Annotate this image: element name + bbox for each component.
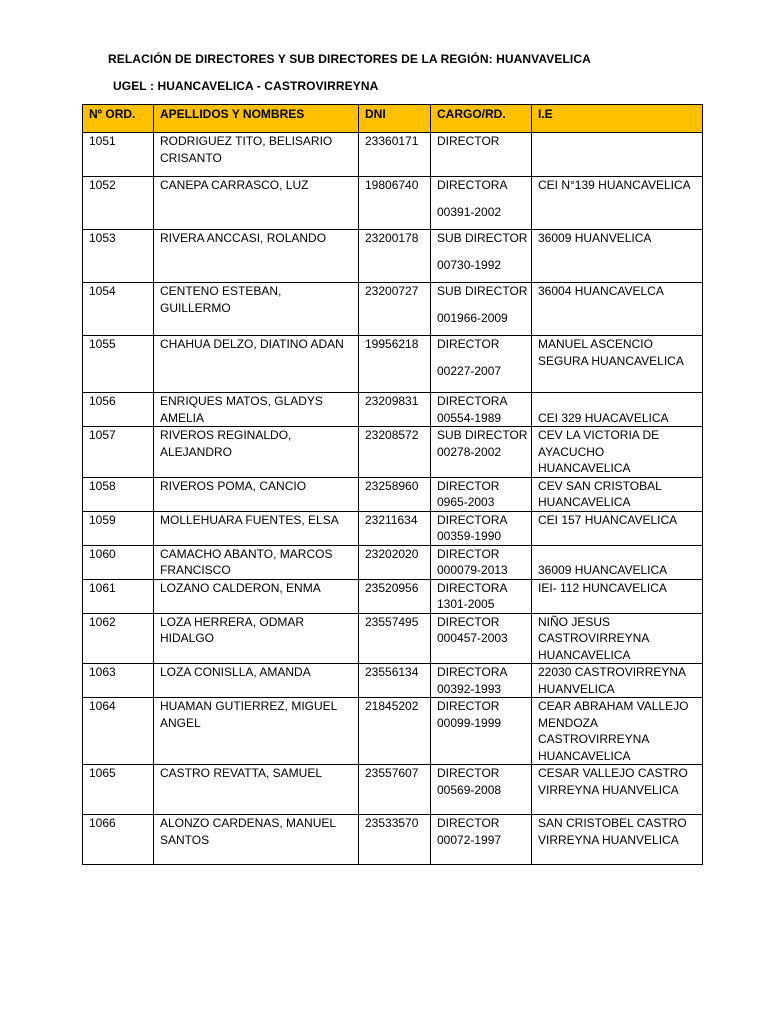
cell-ord <box>83 613 154 664</box>
ord-text: 1063 <box>89 665 116 679</box>
ord-text: 1059 <box>89 512 116 527</box>
table-body <box>83 133 703 865</box>
cell-cargo <box>431 579 532 613</box>
cell-ie <box>532 477 703 511</box>
ie-text: AYACUCHO <box>538 444 605 459</box>
cell-ord <box>83 815 154 865</box>
cell-ord <box>83 283 154 336</box>
cell-ie <box>532 133 703 177</box>
cell-ord <box>83 664 154 698</box>
name-text: LOZANO CALDERON, ENMA <box>160 580 321 595</box>
ie-text: MENDOZA <box>538 715 598 730</box>
cell-dni <box>359 133 431 177</box>
cell-cargo <box>431 815 532 865</box>
rd-text: 00554-1989 <box>437 410 502 425</box>
ie-text: CEI 157 HUANCAVELICA <box>538 512 678 527</box>
ie-text: NIÑO JESUS <box>538 614 611 629</box>
cell-dni <box>359 393 431 427</box>
cargo-text: DIRECTOR <box>437 546 500 561</box>
cell-ie <box>532 545 703 579</box>
document-title: RELACIÓN DE DIRECTORES Y SUB DIRECTORES DE LA REGIÓN: HUANVAVELICA <box>108 52 591 66</box>
cargo-text: DIRECTORA <box>437 580 508 595</box>
cargo-text: DIRECTOR <box>437 134 500 148</box>
table-row <box>83 765 703 815</box>
name-text: CASTRO REVATTA, SAMUEL <box>160 766 323 780</box>
ie-text: 22030 CASTROVIRREYNA <box>538 665 687 679</box>
cell-name <box>154 177 359 230</box>
rd-text: 1301-2005 <box>437 597 495 611</box>
cell-cargo <box>431 427 532 478</box>
header-cargo: CARGO/RD. <box>431 105 532 133</box>
cell-cargo <box>431 664 532 698</box>
dni-text: 23200727 <box>365 284 419 298</box>
name-text: FRANCISCO <box>160 563 231 577</box>
cell-cargo <box>431 477 532 511</box>
header-dni: DNI <box>359 105 431 133</box>
ord-text: 1053 <box>89 231 116 245</box>
cell-ie <box>532 177 703 230</box>
ie-text: CESAR VALLEJO CASTRO <box>538 766 688 780</box>
ord-text: 1060 <box>89 546 116 561</box>
cell-name <box>154 427 359 478</box>
rd-text: 00391-2002 <box>437 204 502 219</box>
dni-text: 19956218 <box>365 337 419 351</box>
cell-ord <box>83 133 154 177</box>
ord-text: 1054 <box>89 284 116 298</box>
cell-cargo <box>431 336 532 393</box>
header-name: APELLIDOS Y NOMBRES <box>154 105 359 133</box>
cell-ie <box>532 427 703 478</box>
rd-text: 00569-2008 <box>437 782 502 797</box>
cell-dni <box>359 815 431 865</box>
cell-ie <box>532 393 703 427</box>
rd-text: 000079-2013 <box>437 563 508 577</box>
name-text: ALEJANDRO <box>160 444 233 459</box>
cargo-text: DIRECTOR <box>437 816 500 830</box>
name-text: CENTENO ESTEBAN, GUILLERMO <box>160 284 282 315</box>
header-ie: I.E <box>532 105 703 133</box>
cell-ord <box>83 427 154 478</box>
cell-dni <box>359 545 431 579</box>
cell-spacer <box>437 247 528 257</box>
cell-cargo <box>431 613 532 664</box>
name-text: SANTOS <box>160 832 210 847</box>
ie-text: CASTROVIRREYNA <box>538 732 650 746</box>
cell-cargo <box>431 393 532 427</box>
cargo-text: DIRECTORA <box>437 512 508 527</box>
cell-dni <box>359 698 431 765</box>
ord-text: 1061 <box>89 580 116 595</box>
dni-text: 23520956 <box>365 580 419 595</box>
cargo-text: SUB DIRECTOR <box>437 428 528 442</box>
cell-dni <box>359 177 431 230</box>
cell-ord <box>83 393 154 427</box>
ie-text: HUANCAVELICA <box>538 461 631 475</box>
cell-ord <box>83 336 154 393</box>
dni-text: 23557495 <box>365 614 419 629</box>
cell-ord <box>83 579 154 613</box>
rd-text: 000457-2003 <box>437 631 508 645</box>
cell-ord <box>83 765 154 815</box>
dni-text: 23360171 <box>365 134 419 148</box>
table-row <box>83 283 703 336</box>
cell-name <box>154 393 359 427</box>
ord-text: 1064 <box>89 699 116 713</box>
dni-text: 23556134 <box>365 665 419 679</box>
cell-name <box>154 133 359 177</box>
ie-text: 36004 HUANCAVELCA <box>538 284 664 298</box>
cargo-text: DIRECTOR <box>437 766 500 780</box>
cell-ie <box>532 613 703 664</box>
name-text: RODRIGUEZ TITO, BELISARIO <box>160 134 333 148</box>
ie-text: SEGURA HUANCAVELICA <box>538 353 684 368</box>
table-row <box>83 579 703 613</box>
dni-text: 23557607 <box>365 766 419 780</box>
cell-dni <box>359 765 431 815</box>
ie-text: VIRREYNA HUANVELICA <box>538 782 679 797</box>
cell-cargo <box>431 230 532 283</box>
cell-ie <box>532 664 703 698</box>
cell-spacer <box>437 300 528 310</box>
name-text: LOZA HERRERA, ODMAR <box>160 614 305 629</box>
table-row <box>83 511 703 545</box>
cell-name <box>154 579 359 613</box>
header-ord: Nº ORD. <box>83 105 154 133</box>
directors-table <box>82 104 703 865</box>
cargo-text: DIRECTORA <box>437 178 508 192</box>
cell-name <box>154 336 359 393</box>
ie-text: HUANCAVELICA <box>538 748 631 763</box>
cell-cargo <box>431 698 532 765</box>
dni-text: 23208572 <box>365 428 419 442</box>
ord-text: 1057 <box>89 428 116 442</box>
name-text: CANEPA CARRASCO, LUZ <box>160 178 309 192</box>
cell-ie <box>532 579 703 613</box>
cell-dni <box>359 477 431 511</box>
table-row <box>83 230 703 283</box>
ord-text: 1052 <box>89 178 116 192</box>
cell-ie <box>532 815 703 865</box>
cell-name <box>154 815 359 865</box>
ie-text: CEAR ABRAHAM VALLEJO <box>538 699 689 713</box>
cell-spacer <box>538 546 699 563</box>
cell-name <box>154 230 359 283</box>
rd-text: 00730-1992 <box>437 257 502 272</box>
cell-cargo <box>431 133 532 177</box>
rd-text: 0965-2003 <box>437 495 495 509</box>
cell-ie <box>532 230 703 283</box>
cell-cargo <box>431 283 532 336</box>
cell-ie <box>532 698 703 765</box>
rd-text: 00359-1990 <box>437 529 502 543</box>
name-text: CAMACHO ABANTO, MARCOS <box>160 546 333 561</box>
name-text: LOZA CONISLLA, AMANDA <box>160 665 311 679</box>
cell-ie <box>532 336 703 393</box>
cargo-text: DIRECTOR <box>437 337 500 351</box>
rd-text: 00072-1997 <box>437 832 502 847</box>
cargo-text: SUB DIRECTOR <box>437 231 528 245</box>
ie-text: CASTROVIRREYNA <box>538 631 650 645</box>
name-text: RIVERA ANCCASI, ROLANDO <box>160 231 327 245</box>
cell-ord <box>83 177 154 230</box>
table-row <box>83 664 703 698</box>
ord-text: 1055 <box>89 337 116 351</box>
dni-text: 19806740 <box>365 178 419 192</box>
name-text: ALONZO CARDENAS, MANUEL <box>160 816 337 830</box>
cell-cargo <box>431 177 532 230</box>
ord-text: 1051 <box>89 134 116 148</box>
ie-text: CEI N°139 HUANCAVELICA <box>538 178 691 192</box>
dni-text: 21845202 <box>365 699 419 713</box>
ie-text: 36009 HUANCAVELICA <box>538 563 668 577</box>
name-text: CRISANTO <box>160 150 222 165</box>
cell-ord <box>83 511 154 545</box>
cell-dni <box>359 336 431 393</box>
cargo-text: SUB DIRECTOR <box>437 284 528 298</box>
ie-text: HUANCAVELICA <box>538 647 631 662</box>
ie-text: HUANCAVELICA <box>538 495 631 509</box>
cell-dni <box>359 579 431 613</box>
cell-spacer <box>437 353 528 363</box>
name-text: ENRIQUES MATOS, GLADYS <box>160 394 323 408</box>
table-row <box>83 177 703 230</box>
ie-text: CEV LA VICTORIA DE <box>538 428 660 442</box>
cell-dni <box>359 230 431 283</box>
table-row <box>83 698 703 765</box>
name-text: HUAMAN GUTIERREZ, MIGUEL <box>160 699 338 713</box>
ie-text: SAN CRISTOBEL CASTRO <box>538 816 687 830</box>
name-text: ANGEL <box>160 715 201 730</box>
dni-text: 23209831 <box>365 394 419 408</box>
cell-cargo <box>431 511 532 545</box>
ie-text: 36009 HUANVELICA <box>538 231 652 245</box>
cell-dni <box>359 664 431 698</box>
cell-dni <box>359 511 431 545</box>
cell-name <box>154 664 359 698</box>
cell-ord <box>83 230 154 283</box>
name-text: HIDALGO <box>160 631 215 645</box>
cargo-text: DIRECTOR <box>437 699 500 713</box>
cell-ord <box>83 698 154 765</box>
cell-ord <box>83 477 154 511</box>
ie-text: CEI 329 HUACAVELICA <box>538 410 669 425</box>
cell-ie <box>532 283 703 336</box>
dni-text: 23200178 <box>365 231 419 245</box>
rd-text: 00278-2002 <box>437 444 502 459</box>
name-text: AMELIA <box>160 410 205 425</box>
rd-text: 00227-2007 <box>437 363 502 378</box>
table-row <box>83 336 703 393</box>
cell-dni <box>359 613 431 664</box>
cargo-text: DIRECTOR <box>437 614 500 629</box>
cell-name <box>154 283 359 336</box>
cell-name <box>154 477 359 511</box>
cell-dni <box>359 427 431 478</box>
cell-cargo <box>431 765 532 815</box>
document-subtitle: UGEL : HUANCAVELICA - CASTROVIRREYNA <box>113 79 379 93</box>
ord-text: 1062 <box>89 614 116 629</box>
cell-name <box>154 765 359 815</box>
cell-spacer <box>437 194 528 204</box>
table-row <box>83 477 703 511</box>
cell-name <box>154 613 359 664</box>
name-text: CHAHUA DELZO, DIATINO ADAN <box>160 337 344 351</box>
cell-ie <box>532 765 703 815</box>
table-row <box>83 815 703 865</box>
table-row <box>83 427 703 478</box>
table-header-row <box>83 105 703 133</box>
cell-dni <box>359 283 431 336</box>
rd-text: 00099-1999 <box>437 715 502 730</box>
dni-text: 23202020 <box>365 546 419 561</box>
dni-text: 23258960 <box>365 478 419 493</box>
table-row <box>83 613 703 664</box>
ie-text: MANUEL ASCENCIO <box>538 337 653 351</box>
cargo-text: DIRECTORA <box>437 394 508 408</box>
ord-text: 1058 <box>89 478 116 493</box>
rd-text: 00392-1993 <box>437 681 502 696</box>
ord-text: 1056 <box>89 394 116 408</box>
name-text: RIVEROS POMA, CANCIO <box>160 478 307 493</box>
cargo-text: DIRECTORA <box>437 665 508 679</box>
ord-text: 1066 <box>89 816 116 830</box>
table-row <box>83 545 703 579</box>
rd-text: 001966-2009 <box>437 310 508 325</box>
cell-name <box>154 511 359 545</box>
cell-ord <box>83 545 154 579</box>
cell-name <box>154 545 359 579</box>
name-text: RIVEROS REGINALDO, <box>160 428 292 442</box>
cell-cargo <box>431 545 532 579</box>
ord-text: 1065 <box>89 766 116 780</box>
ie-text: IEI- 112 HUNCAVELICA <box>538 580 667 595</box>
cell-spacer <box>538 393 699 410</box>
cell-name <box>154 698 359 765</box>
ie-text: CEV SAN CRISTOBAL <box>538 478 662 493</box>
cell-ie <box>532 511 703 545</box>
table-row <box>83 133 703 177</box>
ie-text: HUANVELICA <box>538 681 615 696</box>
ie-text: VIRREYNA HUANVELICA <box>538 832 679 847</box>
name-text: MOLLEHUARA FUENTES, ELSA <box>160 512 339 527</box>
dni-text: 23533570 <box>365 816 419 830</box>
cargo-text: DIRECTOR <box>437 478 500 493</box>
dni-text: 23211634 <box>365 512 418 527</box>
table-row <box>83 393 703 427</box>
